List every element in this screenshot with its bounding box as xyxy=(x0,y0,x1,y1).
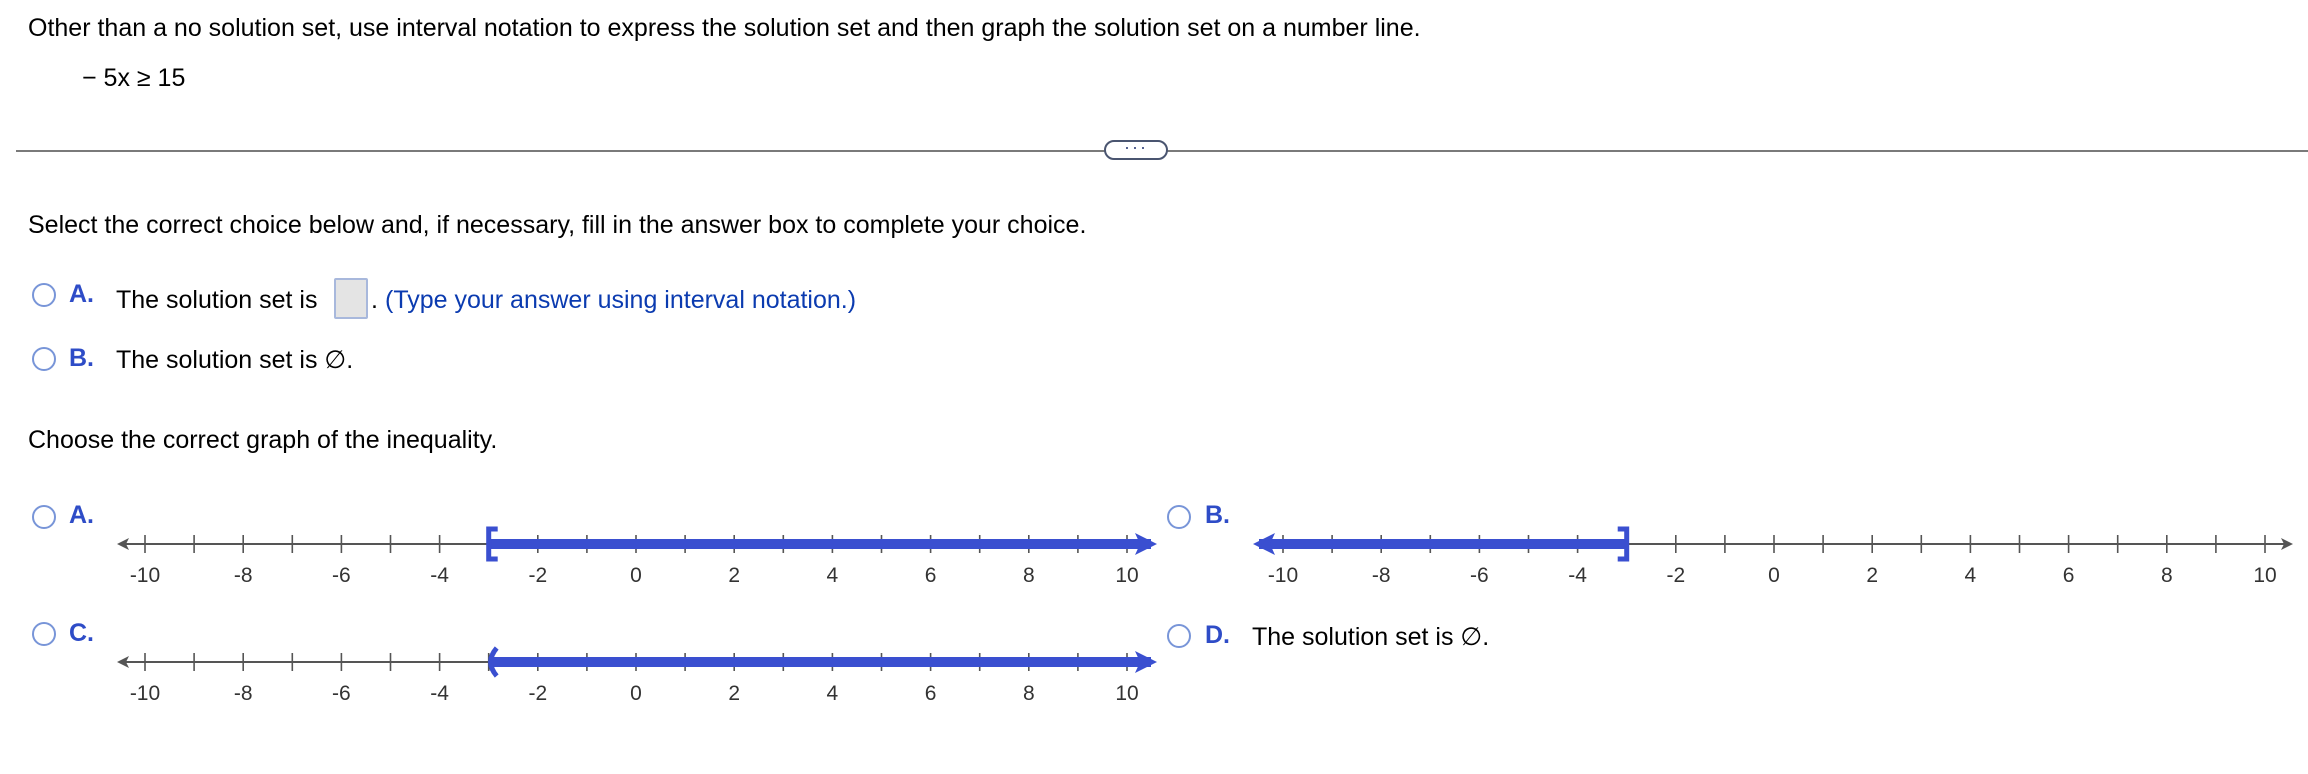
interval-answer-input[interactable] xyxy=(334,278,368,319)
part1-choice-b-radio[interactable] xyxy=(32,347,56,371)
tick-label: 6 xyxy=(924,682,937,705)
tick-label: 0 xyxy=(630,564,642,587)
answer-box-period: . xyxy=(371,286,378,314)
part1-choice-b-text: The solution set is ∅. xyxy=(116,346,354,374)
tick-label: -8 xyxy=(1371,564,1391,587)
tick-label: 6 xyxy=(2062,564,2075,587)
more-options-button[interactable]: ··· xyxy=(1104,140,1168,160)
tick-label: -10 xyxy=(129,682,161,705)
graph-choice-c-radio[interactable] xyxy=(32,622,56,646)
tick-label: -6 xyxy=(1470,564,1489,587)
tick-label: 6 xyxy=(924,564,937,587)
part1-choice-b-letter: B. xyxy=(69,344,94,372)
tick-label: 8 xyxy=(2160,564,2173,587)
interval-hint: (Type your answer using interval notation.) xyxy=(385,286,857,314)
tick-label: -8 xyxy=(233,682,253,705)
tick-label: -2 xyxy=(1666,564,1686,587)
graph-choice-b-radio[interactable] xyxy=(1167,505,1191,529)
tick-label: -8 xyxy=(233,564,253,587)
tick-label: 10 xyxy=(1115,682,1139,705)
tick-label: 4 xyxy=(826,682,839,705)
graph-choice-b-letter: B. xyxy=(1205,501,1230,529)
tick-label: -4 xyxy=(430,564,449,587)
graph-choice-a-radio[interactable] xyxy=(32,505,56,529)
part1-choice-a-radio[interactable] xyxy=(32,283,56,307)
graph-choice-d-text: The solution set is ∅. xyxy=(1252,623,1490,651)
tick-label: -6 xyxy=(332,682,351,705)
inequality: − 5x ≥ 15 xyxy=(82,64,186,92)
tick-label: 0 xyxy=(630,682,642,705)
tick-label: -2 xyxy=(528,564,548,587)
part1-choice-a-text: The solution set is xyxy=(116,286,318,314)
tick-label: 8 xyxy=(1022,682,1035,705)
tick-label: 2 xyxy=(728,682,741,705)
graph-a-number-line xyxy=(100,520,1180,590)
tick-label: -4 xyxy=(430,682,449,705)
part2-prompt: Choose the correct graph of the inequality. xyxy=(28,426,498,454)
tick-label: 8 xyxy=(1022,564,1035,587)
tick-label: -10 xyxy=(1267,564,1299,587)
tick-label: -10 xyxy=(129,564,161,587)
graph-choice-a-letter: A. xyxy=(69,501,94,529)
tick-label: 10 xyxy=(1115,564,1139,587)
problem-instruction: Other than a no solution set, use interval notation to express the solution set and then graph the solution set on a number line. xyxy=(28,14,1421,42)
graph-choice-d-letter: D. xyxy=(1205,621,1230,649)
part1-prompt: Select the correct choice below and, if necessary, fill in the answer box to complete your choice. xyxy=(28,211,1087,239)
graph-choice-c-letter: C. xyxy=(69,619,94,647)
tick-label: -4 xyxy=(1568,564,1587,587)
tick-label: -6 xyxy=(332,564,351,587)
tick-label: 10 xyxy=(2253,564,2277,587)
tick-label: -2 xyxy=(528,682,548,705)
tick-label: 2 xyxy=(728,564,741,587)
graph-choice-d-radio[interactable] xyxy=(1167,624,1191,648)
tick-label: 2 xyxy=(1866,564,1879,587)
part1-choice-a-letter: A. xyxy=(69,280,94,308)
tick-label: 4 xyxy=(826,564,839,587)
graph-c-number-line xyxy=(100,638,1180,708)
tick-label: 0 xyxy=(1768,564,1780,587)
graph-b-number-line xyxy=(1238,520,2308,590)
tick-label: 4 xyxy=(1964,564,1977,587)
